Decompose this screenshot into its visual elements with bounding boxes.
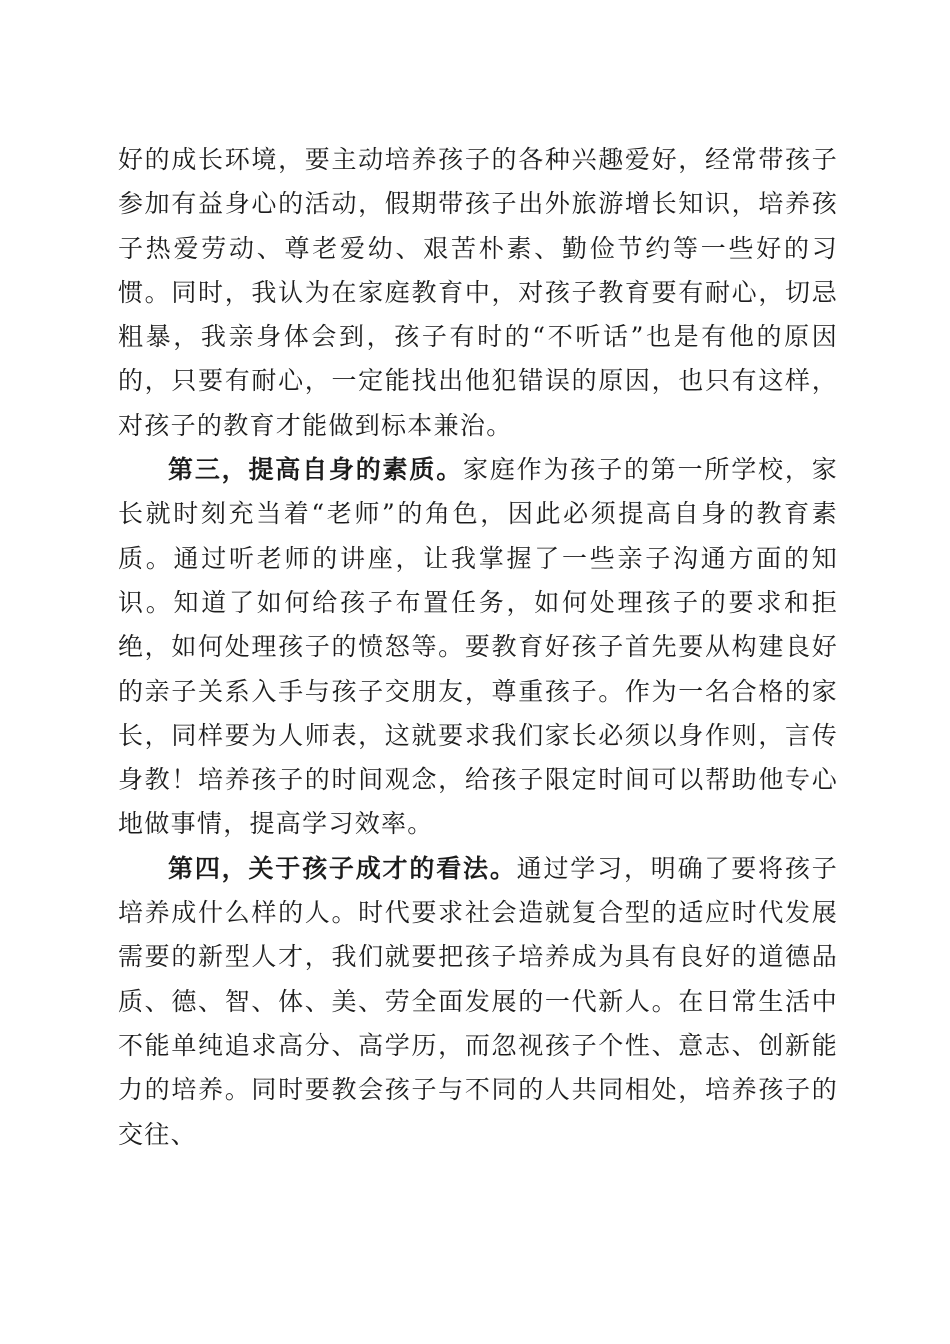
paragraph-text: 家庭作为孩子的第一所学校，家长就时刻充当着“老师”的角色，因此必须提高自身的教育素质。通过听老师的讲座，让我掌握了一些亲子沟通方面的知识。知道了如何给孩子布置任务，如何处理孩子的要求和拒绝，如何处理孩子的愤怒等。要教育好孩子首先要从构建良好的亲子关系入手与孩子交朋友，尊重孩子。作为一名合格的家长，同样要为人师表，这就要求我们家长必须以身作则，言传身教！培养孩子的时间观念，给孩子限定时间可以帮助他专心地做事情，提高学习效率。 xyxy=(118,455,838,839)
paragraph-fourth-point xyxy=(118,847,838,1157)
paragraph-heading: 第四，关于孩子成才的看法。 xyxy=(168,853,517,883)
paragraph-text: 好的成长环境，要主动培养孩子的各种兴趣爱好，经常带孩子参加有益身心的活动，假期带孩子出外旅游增长知识，培养孩子热爱劳动、尊老爱幼、艰苦朴素、勤俭节约等一些好的习惯。同时，我认为在家庭教育中，对孩子教育要有耐心，切忌粗暴，我亲身体会到，孩子有时的“不听话”也是有他的原因的，只要有耐心，一定能找出他犯错误的原因，也只有这样，对孩子的教育才能做到标本兼治。 xyxy=(118,145,838,440)
paragraph-third-point xyxy=(118,448,838,847)
paragraph-text: 通过学习，明确了要将孩子培养成什么样的人。时代要求社会造就复合型的适应时代发展需要的新型人才，我们就要把孩子培养成为具有良好的道德品质、德、智、体、美、劳全面发展的一代新人。在日常生活中不能单纯追求高分、高学历，而忽视孩子个性、意志、创新能力的培养。同时要教会孩子与不同的人共同相处，培养孩子的交往、 xyxy=(118,853,838,1149)
document-body xyxy=(118,138,838,1157)
paragraph-heading: 第三，提高自身的素质。 xyxy=(168,455,464,485)
paragraph-continued xyxy=(118,138,838,448)
